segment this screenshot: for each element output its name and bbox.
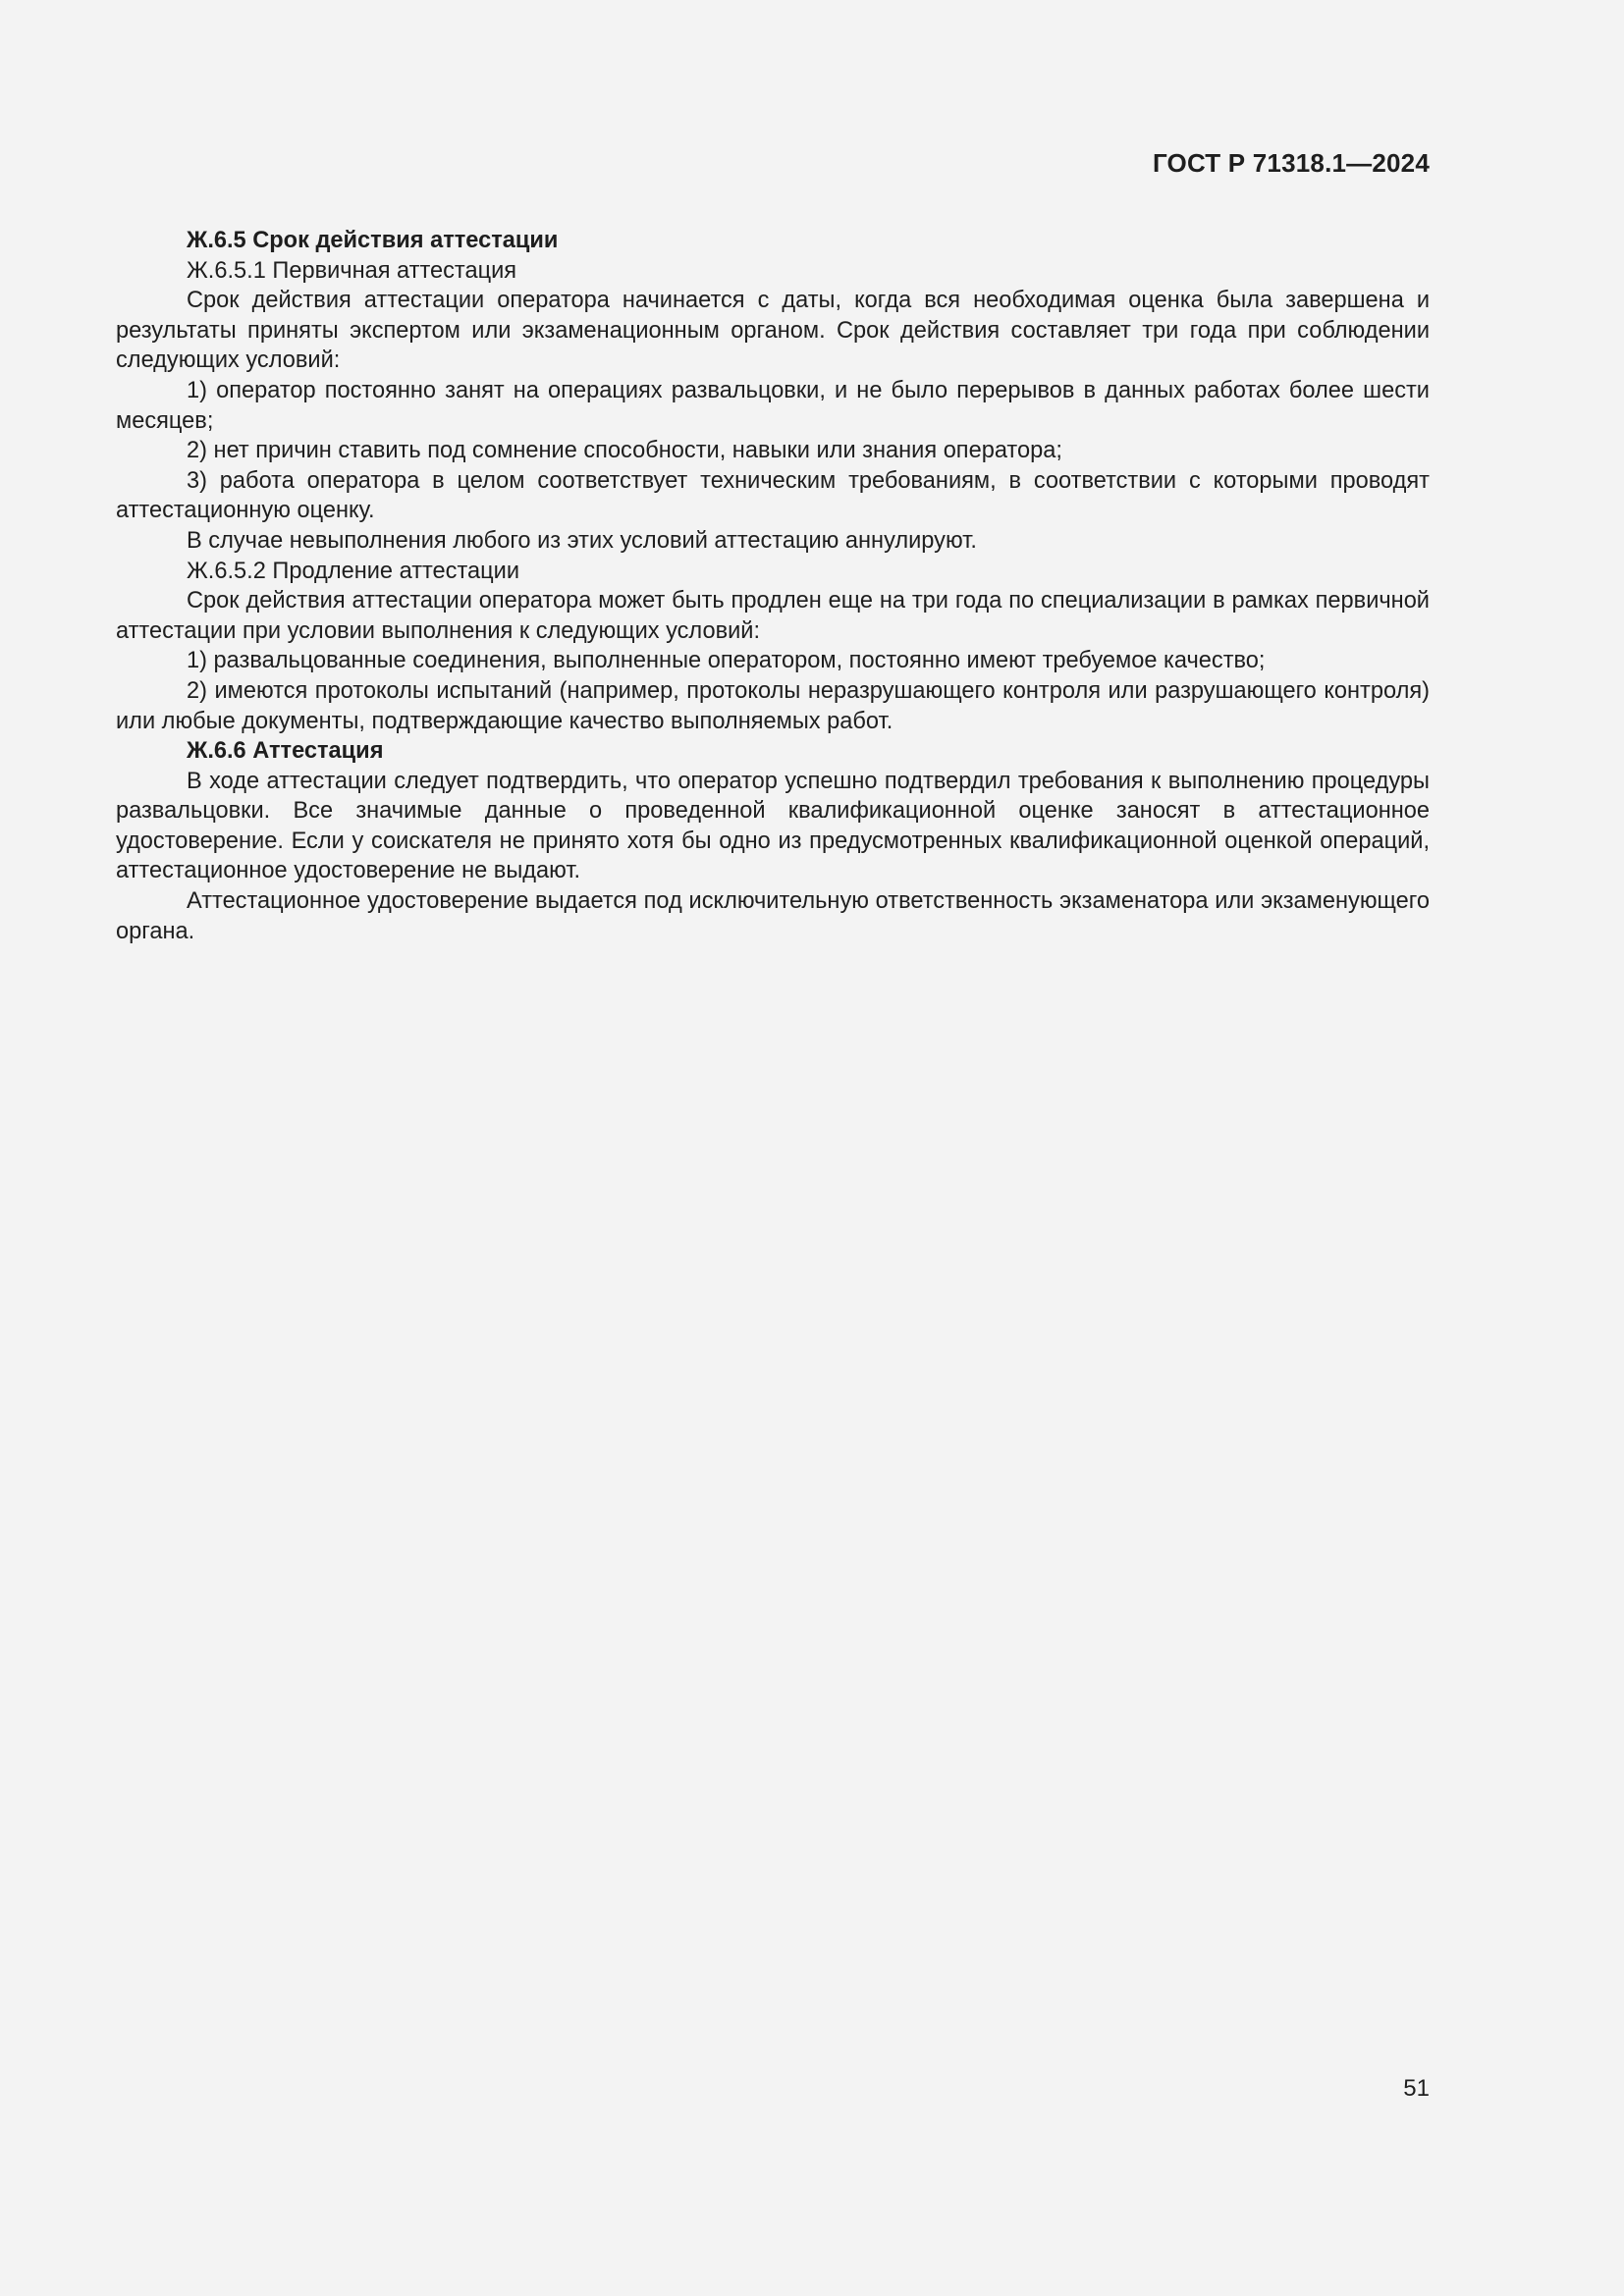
section-heading-j-6-5: Ж.6.5 Срок действия аттестации — [187, 228, 559, 253]
paragraph-extension: Срок действия аттестации оператора может быть продлен еще на три года по специализации в рамках первичной аттестации при условии выполнения к следующих условий: — [116, 588, 1430, 644]
list-item-condition-3: 3) работа оператора в целом соответствует техническим требованиям, в соответствии с которыми проводят аттестационную оценку. — [116, 467, 1430, 524]
subsection-heading-j-6-5-1: Ж.6.5.1 Первичная аттестация — [187, 257, 517, 284]
paragraph-annulment: В случае невыполнения любого из этих условий аттестацию аннулируют. — [187, 527, 977, 554]
subsection-heading-j-6-5-2: Ж.6.5.2 Продление аттестации — [187, 558, 519, 584]
list-item-condition-1: 1) оператор постоянно занят на операциях развальцовки, и не было перерывов в данных работах более шести месяцев; — [116, 377, 1430, 434]
list-item-condition-2: 2) нет причин ставить под сомнение способности, навыки или знания оператора; — [187, 438, 1062, 464]
page-number: 51 — [1403, 2075, 1430, 2102]
section-heading-j-6-6: Ж.6.6 Аттестация — [187, 738, 384, 765]
paragraph-attestation: В ходе аттестации следует подтвердить, что оператор успешно подтвердил требования к выполнению процедуры развальцовки. Все значимые данные о проведенной квалификационной оценке заносят в аттестационное удостоверение. Если у соискателя не принято хотя бы одно из предусмотренных квалификационной оценкой операций, аттестационное удостоверение не выдают. — [116, 768, 1430, 884]
paragraph-initial-validity: Срок действия аттестации оператора начинается с даты, когда вся необходимая оценка была завершена и результаты приняты экспертом или экзаменационным органом. Срок действия составляет три года при соблюдении следующих условий: — [116, 288, 1430, 374]
document-body — [116, 226, 1430, 946]
list-item-extension-2: 2) имеются протоколы испытаний (например, протоколы неразрушающего контроля или разрушающего контроля) или любые документы, подтверждающие качество выполняемых работ. — [116, 677, 1430, 734]
list-item-extension-1: 1) развальцованные соединения, выполненные оператором, постоянно имеют требуемое качество; — [187, 648, 1266, 674]
document-code: ГОСТ Р 71318.1—2024 — [1152, 148, 1430, 178]
paragraph-certificate-issue: Аттестационное удостоверение выдается под исключительную ответственность экзаменатора или экзаменующего органа. — [116, 888, 1430, 944]
